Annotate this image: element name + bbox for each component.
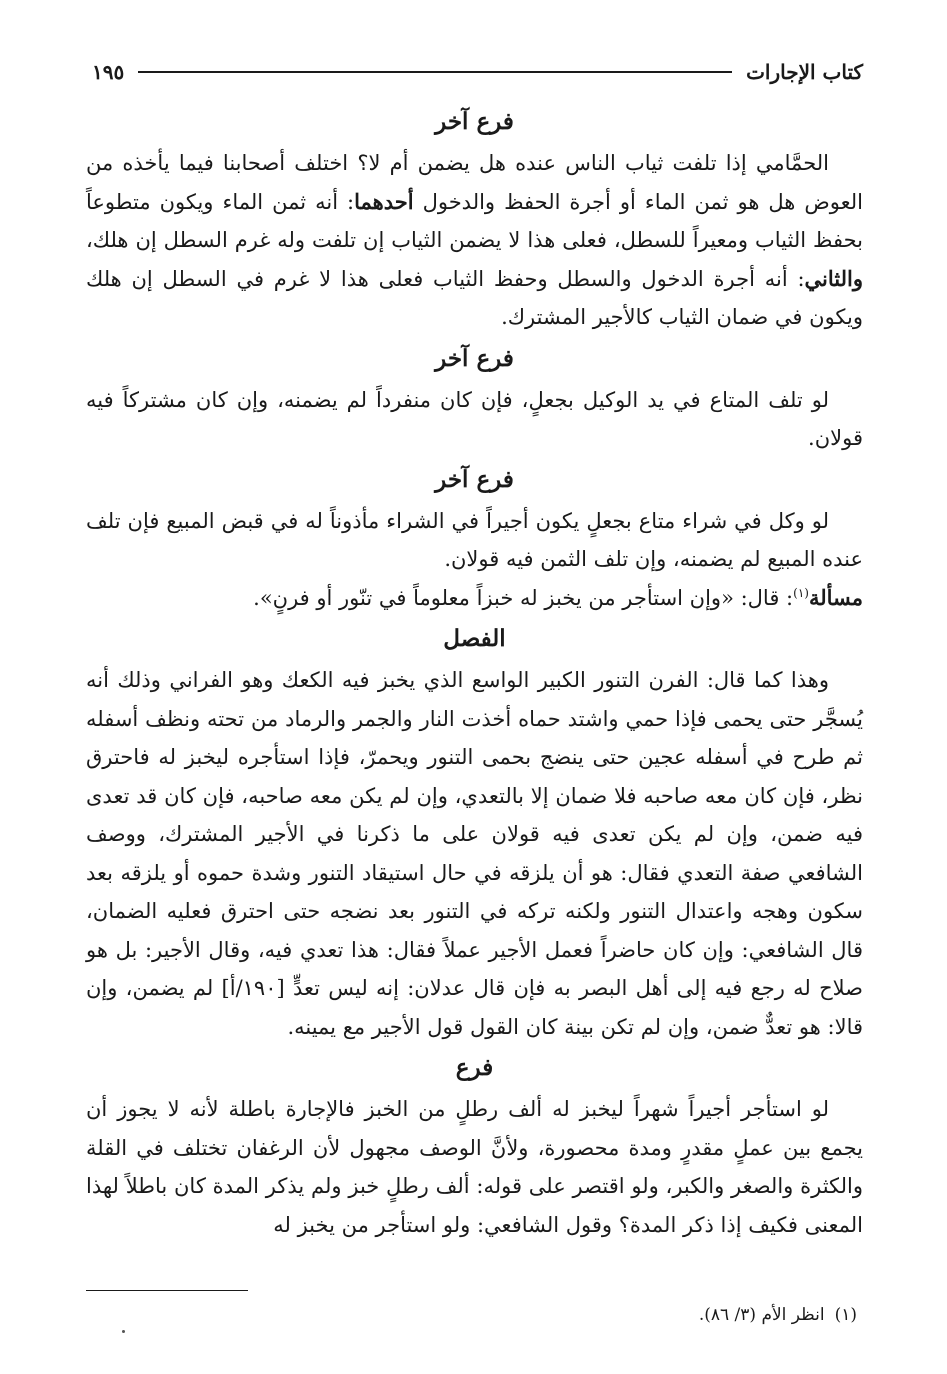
running-title: كتاب الإجارات [746, 60, 863, 84]
masala-label: مسألة [808, 584, 863, 610]
masala-paragraph [86, 579, 863, 618]
section-heading: فرع آخر [435, 465, 514, 493]
paragraph: لو تلف المتاع في يد الوكيل بجعلٍ، فإن كان منفرداً لم يضمنه، وإن كان مشتركاً فيه قولان. [86, 387, 863, 450]
section-heading: فرع آخر [435, 344, 514, 372]
footnote-text: انظر الأم (٣/ ٨٦). [698, 1305, 825, 1325]
page-header [92, 54, 863, 90]
footnote [86, 1302, 857, 1328]
masala-text: : قال: «وإن استأجر من يخبز له خبزاً معلوماً في تنّور أو فرنٍ». [253, 585, 794, 610]
bold-term: والثاني [804, 265, 863, 291]
paragraph [86, 144, 863, 337]
paragraph: وهذا كما قال: الفرن التنور الكبير الواسع الذي يخبز فيه الكعك وهو الفراني وذلك أنه يُسجَّر حتى يحمى فإذا حمي واشتد حماه أخذت النار والجمر والرماد من تحته ونظف أسفله ثم طرح في أسفله عجين حتى ينضج بحمى التنور ويحمرّ، فإذا استأجره ليخبز له فاحترق نظر، فإن كان معه صاحبه فلا ضمان إلا بالتعدي، وإن لم يكن معه صاحبه، فإن كان قد تعدى فيه ضمن، وإن لم يكن تعدى فيه قولان على ما ذكرنا في الأجير المشترك، ووصف الشافعي صفة التعدي فقال: هو أن يلزقه في حال استيقاد التنور وشدة حموه أو يلزقه بعد سكون وهجه واعتدال التنور ولكنه تركه في التنور بعد نضجه حتى احترق فعليه الضمان، قال الشافعي: وإن كان حاضراً فعمل الأجير عملاً فقال: هذا تعدي فيه، وقال الأجير: بل هو صلاح له رجع فيه إلى أهل البصر به فإن قال عدلان: إنه ليس تعدٍّ [١٩٠/أ] لم يضمن، وإن قالا: هو تعدٌّ ضمن، وإن لم تكن بينة كان القول قول الأجير مع يمينه. [86, 668, 863, 1039]
text-run: : أنه ثمن الماء ويكون متطوعاً بحفظ الثياب ومعيراً للسطل، فعلى هذا لا يضمن الثياب إن تلفت وله غرم السطل إن هلك، [86, 189, 863, 252]
bold-term: أحدهما [354, 188, 414, 214]
section-heading: فرع [455, 1054, 494, 1081]
footnote-rule [86, 1290, 248, 1291]
paragraph: لو استأجر أجيراً شهراً ليخبز له ألف رطلٍ من الخبز فالإجارة باطلة لأنه لا يجوز أن يجمع بين عملٍ مقدرٍ ومدة محصورة، ولأنَّ الوصف مجهول لأن الرغفان تختلف في القلة والكثرة والصغر والكبر، ولو اقتصر على قوله: ألف رطلٍ خبز ولم يذكر المدة كان باطلاً لهذا المعنى فكيف إذا ذكر المدة؟ وقول الشافعي: ولو استأجر من يخبز له [86, 1097, 863, 1237]
text-run: الحمَّامي إذا تلفت ثياب الناس عنده هل يضمن أم لا؟ اختلف أصحابنا فيما يأخذه من العوض هل هو ثمن الماء أو أجرة الحفظ والدخول [86, 151, 863, 214]
page-body [86, 100, 863, 1244]
text-run: : أنه أجرة الدخول والسطل وحفظ الثياب فعلى هذا لا غرم في السطل إن هلك ويكون في ضمان الثياب كالأجير المشترك. [86, 266, 863, 329]
footnote-ref: (١) [793, 585, 809, 600]
paragraph: لو وكل في شراء متاع بجعلٍ يكون أجيراً في الشراء مأذوناً له في قبض المبيع فإن تلف عنده المبيع لم يضمنه، وإن تلف الثمن فيه قولان. [86, 508, 863, 571]
footnote-number: (١) [834, 1305, 857, 1325]
section-heading: فرع آخر [435, 108, 514, 135]
scan-speck [122, 1330, 125, 1333]
header-rule [138, 71, 732, 73]
section-heading: الفصل [443, 625, 506, 652]
page-number: ١٩٥ [92, 60, 125, 84]
